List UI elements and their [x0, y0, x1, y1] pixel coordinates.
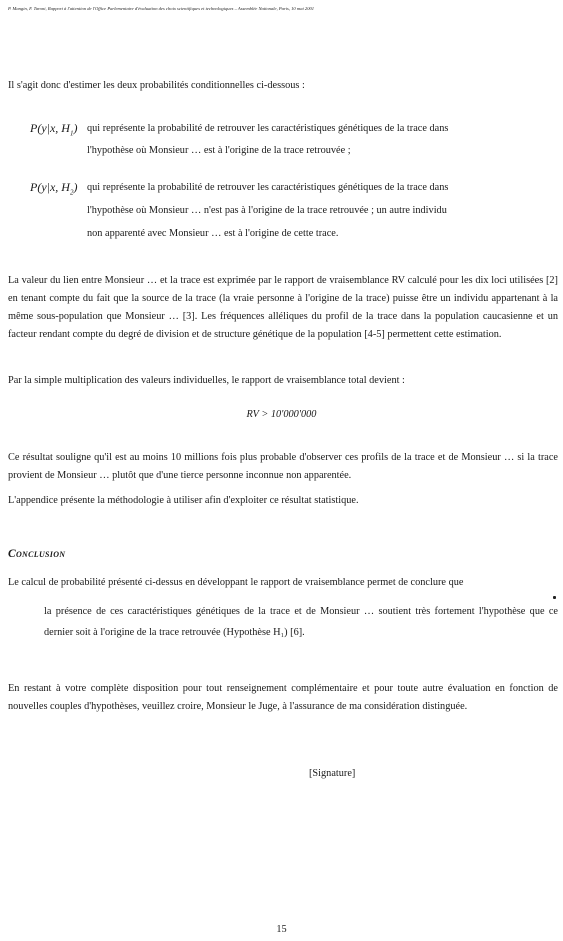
hypothesis-1-line-2: l'hypothèse où Monsieur … est à l'origine de la trace retrouvée ; — [87, 145, 351, 156]
hypothesis-2-line-2: l'hypothèse où Monsieur … n'est pas à l'origine de la trace retrouvée ; un autre individu — [87, 205, 447, 216]
conclusion-heading: Conclusion — [8, 548, 66, 560]
conclusion-body: la présence de ces caractéristiques génétiques de la trace et de Monsieur … soutient très fortement l'hypothèse que ce dernier soit à l'origine de la trace retrouvée (Hypothèse H₁) [6]. — [44, 606, 558, 638]
paragraph-appendix: L'appendice présente la méthodologie à utiliser afin d'exploiter ce résultat statistique. — [8, 495, 359, 506]
intro-sentence: Il s'agit donc d'estimer les deux probabilités conditionnelles ci-dessous : — [8, 80, 305, 91]
page-number: 15 — [276, 924, 287, 935]
closing-paragraph: En restant à votre complète disposition pour tout renseignement complémentaire et pour toute autre évaluation en fonction de nouvelles couples d'hypothèses, veuillez croire, Monsieur le Juge, à l'assurance de ma considération distinguée. — [8, 683, 558, 712]
conclusion-intro: Le calcul de probabilité présenté ci-dessus en développant le rapport de vraisemblance permet de conclure que — [8, 577, 464, 588]
paragraph-likelihood-ratio: La valeur du lien entre Monsieur … et la trace est exprimée par le rapport de vraisemblance RV calculé pour les dix loci utilisées [2] en tenant compte du fait que la source de la trace (la vraie personne à l'origine de la trace) puisse être un individu appartenant à la même sous-population que Monsieur … [3]. Les fréquences alléliques du profil de la trace dans la population caucasienne et un facteur rendant compte du degré de division et de structure génétique de la population [4-5] permettent cette estimation. — [8, 275, 558, 340]
paragraph-result: Ce résultat souligne qu'il est au moins 10 millions fois plus probable d'observer ces profils de la trace et de Monsieur … si la trace provient de Monsieur … plutôt que d'une tierce personne inconnue non apparentée. — [8, 452, 558, 481]
hypothesis-2-line-1: qui représente la probabilité de retrouver les caractéristiques génétiques de la trace dans — [87, 182, 449, 193]
paragraph-multiplication: Par la simple multiplication des valeurs individuelles, le rapport de vraisemblance total devient : — [8, 375, 405, 386]
rv-result: RV > 10'000'000 — [246, 409, 317, 420]
formula-h1: P(y|x, $H_1$) — [30, 121, 78, 138]
signature: [Signature] — [309, 768, 356, 779]
hypothesis-1-line-1: qui représente la probabilité de retrouver les caractéristiques génétiques de la trace dans — [87, 123, 449, 134]
running-header: P. Mangin, F. Taroni, Rapport à l'attention de l'Office Parlementaire d'évaluation des choix scientifiques et technologiques – Assemblée Nationale, Paris, 10 mai 2001 — [8, 6, 315, 11]
margin-mark — [553, 596, 556, 599]
hypothesis-2-line-3: non apparenté avec Monsieur … est à l'origine de cette trace. — [87, 228, 339, 239]
formula-h2: P(y|x, $H_2$) — [30, 180, 78, 197]
